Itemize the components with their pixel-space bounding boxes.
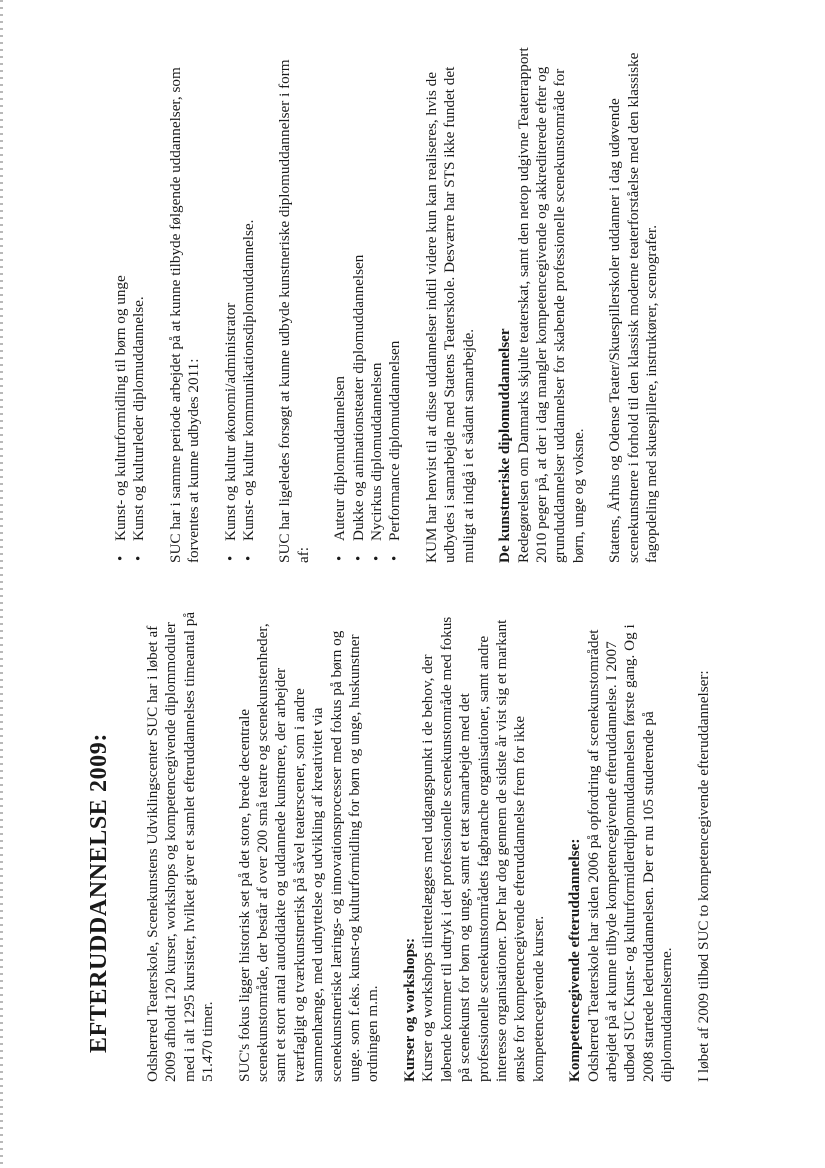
list-item: • Kunst- og kultur kommunikationsdiplomuddannelse.: [240, 219, 258, 561]
kurser-paragraph: Kurser og workshops tilrettelægges med udgangspunkt i de behov, der løbende kommer til udtryk i det professionelle scenekunstområde med fokus på scenekunst for børn og unge, samt et tæt samarbejde med det professionelle scenekunstområdets fagbranche organisationer, samt andre interesse organisationer. Der har dog gennem de sidste år vist sig et markant ønske for kompetencegivende efteruddannelse frem for ikke kompetencegivende kurser.: [419, 616, 547, 1082]
bullet-icon: •: [131, 555, 148, 561]
closing-paragraph: I løbet af 2009 tilbød SUC to kompetencegivende efteruddannelser:: [694, 670, 712, 1082]
list-item: • Performance diplomuddannelsen: [386, 340, 404, 561]
page-title: EFTERUDDANNELSE 2009:: [86, 733, 112, 1053]
statens-paragraph: Statens, Århus og Odense Teater/Skuespillerskoler uddanner i dag udøvende scenekunstnere i forhold til den klassisk moderne teaterforståelse med den klassiske fagopdeling med skuespillere, instruktører, scenografer.: [606, 52, 660, 563]
bullet-icon: •: [113, 555, 129, 561]
same-period-paragraph: SUC har i samme periode arbejdet på at kunne tilbyde følgende uddannelser, som forventes at kunne udbydes 2011:: [166, 67, 203, 563]
kunstneriske-heading: De kunstneriske diplomuddannelser: [496, 328, 514, 563]
list-item: • Dukke og animationsteater diplomuddannelsen: [349, 254, 367, 561]
bullet-icon: •: [241, 555, 258, 561]
bullet-icon: •: [332, 555, 349, 561]
kum-paragraph: KUM har henvist til at disse uddannelser indtil videre kun kan realiseres, hvis de udbydes i samarbejde med Statens Teaterskole. Desværre har STS ikke fundet det muligt at indgå i et sådant samarbejde.: [422, 66, 477, 563]
list-item: • Kunst og kulturleder diplomuddannelse.: [130, 296, 148, 561]
list-item: • Auteur diplomuddannelsen: [331, 376, 349, 561]
focus-paragraph: SUC's fokus ligger historisk set på det store, brede decentrale scenekunstområde, der består af over 200 små teatre og scenekunstenheder, samt et stort antal autodidakte og uddannede kunstnere, der arbejder tværfagligt og tværkunstnerisk på såvel teaterscener, som i andre sammenhænge, med udnyttelse og udvikling af kreativitet via scenekunstneriske lærings- og innovationsprocesser med fokus på børn og unge. som f.eks. kunst-og kulturformidling for børn og unge, huskunstner ordningen m.m.: [235, 623, 382, 1082]
kurser-heading: Kurser og workshops:: [400, 937, 418, 1082]
bullet-icon: •: [387, 555, 404, 561]
bullet-icon: •: [369, 555, 386, 561]
offered-educations-list: [112, 43, 149, 563]
intro-paragraph: Odsherred Teaterskole, Scenekunstens Udviklingscenter SUC har i løbet af 2009 afholdt 120 kurser, workshops og kompetencegivende diplommoduler med i alt 1295 kursister, hvilket giver et samlet efteruddannelses timeantal på 51.470 timer.: [144, 611, 217, 1082]
list-item: • Kunst og kultur økonomi/administrator: [221, 302, 239, 561]
list-item: • Kunst- og kulturformidling til børn og unge: [112, 275, 129, 561]
bullet-icon: •: [222, 555, 239, 561]
right-column: [112, 43, 752, 563]
left-column: [144, 610, 784, 1082]
kompetence-heading: Kompetencegivende efteruddannelse:: [566, 838, 584, 1082]
artistic-attempt-paragraph: SUC har ligeledes forsøgt at kunne udbyde kunstneriske diplomuddannelser i form af:: [276, 59, 312, 563]
bullet-icon: •: [350, 555, 367, 561]
kunstneriske-paragraph: Redegørelsen om Danmarks skjulte teaterskat, samt den netop udgivne Teaterrapport 2010 peger på, at der i dag mangler kompetencegivende og akkrediterede efter og grunduddannelser uddannelser for skabende professionelle scenekunstområde for børn, unge og voksne.: [514, 47, 587, 563]
kompetence-paragraph: Odsherred Teaterskole har siden 2006 på opfordring af scenekunstområdet arbejdet på at kunne tilbyde kompetencegivende efteruddannelse. I 2007 udbød SUC Kunst- og kulturformidlerdiplomuddannelsen første gang. Og i 2008 startede lederuddannelsen. Der er nu 105 studerende på diplomuddannelserne.: [584, 624, 676, 1082]
list-item: • Nycirkus diplomuddannelsen: [368, 362, 386, 561]
artistic-diploma-list: [331, 43, 405, 563]
planned-educations-list: [222, 43, 259, 563]
